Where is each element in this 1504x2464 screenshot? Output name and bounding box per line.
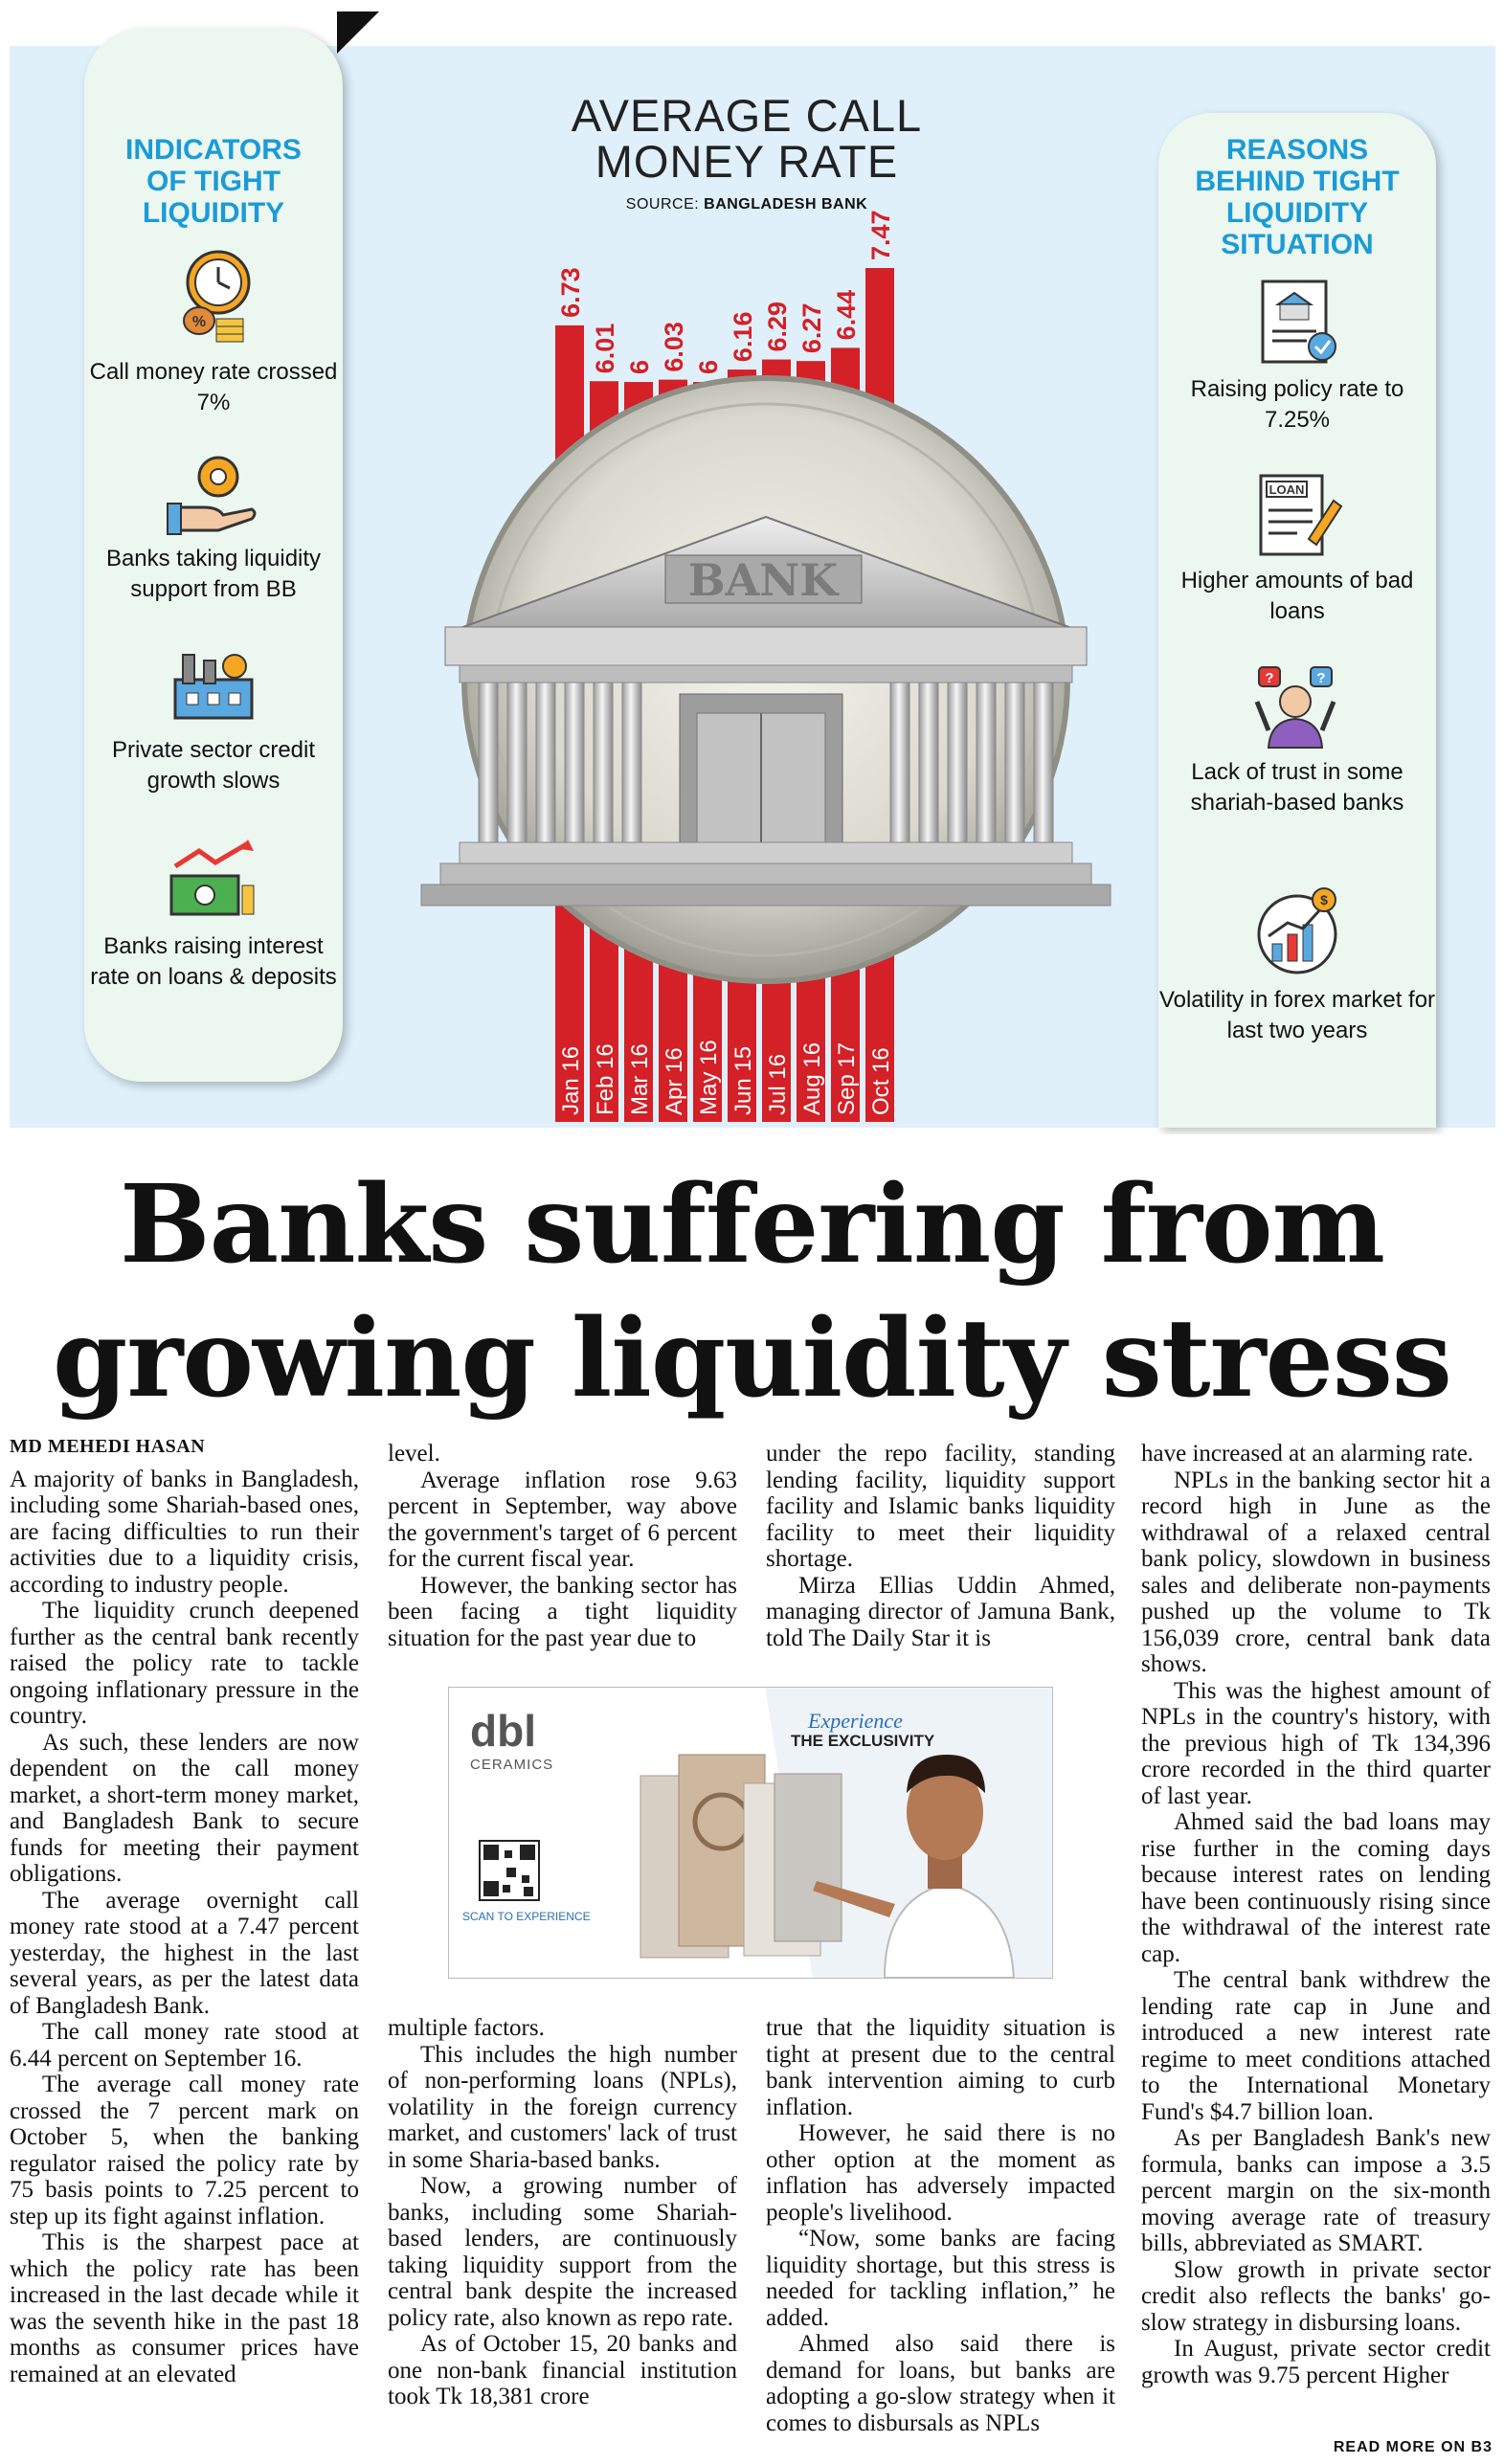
building-column [890,683,909,842]
building-column [919,683,938,842]
building-column [479,683,498,842]
right-panel-title [1158,134,1436,260]
paragraph: Now, a growing number of banks, including some Shariah-based lenders, are continuously taking liquidity support from the central bank despite the increased policy rate, also known as repo rate. [388,2173,737,2331]
bar-value-label: 7.47 [866,210,895,260]
paragraph: However, the banking sector has been facing a tight liquidity situation for the past year due to [388,1572,737,1651]
infographic [0,0,1504,1134]
left-indicator-panel [84,29,343,1082]
svg-text:?: ? [1316,670,1326,686]
left-panel-title-line: OF TIGHT [146,166,281,197]
bar-value-label: 6 [625,359,654,375]
paragraph: However, he said there is no other option at the moment as inflation has adversely impacted people's livelihood. [766,2120,1115,2226]
bank-sign: BANK [687,554,839,606]
paragraph: This is the sharpest pace at which the policy rate has been increased in the last decade while it was the seventh hike in the past 18 months as consumer prices have remained at an elevated [10,2229,359,2387]
paragraph: NPLs in the banking sector hit a record high in June as the withdrawal of a relaxed central bank policy, slowdown in business sales and deliberate non-payments pushed up the volume to Tk 156,039 crore, central bank data shows. [1141,1467,1491,1677]
clock-coins-icon [170,244,257,349]
category-label: Feb 16 [593,1043,618,1115]
svg-text:%: % [191,314,207,330]
paragraph: Average inflation rose 9.63 percent in September, way above the government's target of 6 percent for the current fiscal year. [388,1467,737,1572]
building-column [948,683,967,842]
left-panel-item-text: Private sector credit growth slows [111,737,316,794]
article-column-1 [10,1434,359,2387]
paragraph: A majority of banks in Bangladesh, including some Shariah-based ones, are facing difficulties to run their activities due to a liquidity crisis, according to industry people. [10,1466,359,1598]
ad-tagline-1: Experience [808,1709,903,1733]
building-column [976,683,996,842]
left-panel-item-text: Banks raising interest rate on loans & deposits [90,933,337,990]
left-panel-item [84,244,343,418]
paragraph: level. [388,1441,440,1467]
loan-document-icon [1249,472,1345,558]
building-column [1005,683,1024,842]
bank-document-icon [1249,276,1345,367]
article-column-4 [1141,1441,1491,2388]
paragraph: Ahmed also said there is demand for loans, but banks are adopting a go-slow strategy when it comes to disbursals as NPLs [766,2331,1115,2436]
building-column [565,683,584,842]
paragraph: In August, private sector credit growth was 9.75 percent Higher [1141,2336,1491,2388]
category-label: May 16 [696,1040,722,1115]
bar-value-label: 6.16 [729,311,757,363]
ad-brand-logo: dbl [470,1706,536,1756]
headline-line: growing liquidity stress [53,1296,1451,1422]
svg-text:?: ? [1265,670,1274,686]
paragraph: under the repo facility, standing lending facility, liquidity support facility and Islamic banks liquidity facility to meet their liquidity shortage. [766,1441,1115,1572]
category-label: Sep 17 [834,1042,860,1115]
confused-person-icon [1249,663,1345,750]
paragraph: Slow growth in private sector credit also reflects the banks' go-slow strategy in disbursing loans. [1141,2256,1491,2336]
ad-qr-caption: SCAN TO EXPERIENCE [462,1910,591,1923]
left-panel-item [84,838,343,993]
paragraph: The liquidity crunch deepened further as the central bank recently raised the policy rate to tackle ongoing inflationary pressure in the country. [10,1598,359,1729]
bar-value-label: 6.29 [763,301,792,352]
category-label: Jan 16 [558,1045,584,1115]
left-panel-item-text: Banks taking liquidity support from BB [105,546,322,602]
byline: MD MEHEDI HASAN [10,1436,206,1457]
article-column-2-bottom [388,2015,737,2410]
right-panel-item [1158,472,1436,627]
tile-image [774,1774,842,1941]
chart-title [536,90,957,187]
paragraph: The call money rate stood at 6.44 percent on September 16. [10,2019,359,2072]
chart-source [574,196,919,213]
right-panel-title-line: LIQUIDITY [1225,197,1369,229]
category-label: Jul 16 [765,1053,791,1115]
ad-brand-sub: CERAMICS [470,1757,554,1773]
hand-gear-icon [166,450,261,536]
factory-icon [166,641,261,728]
building-column [594,683,613,842]
paragraph: The central bank withdrew the lending rate cap in June and introduced a new interest rate regime to meet conditions attached to the International Monetary Fund's $4.7 billion loan. [1141,1967,1491,2125]
right-panel-item [1158,663,1436,818]
paragraph: As per Bangladesh Bank's new formula, banks can impose a 3.5 percent margin on the six-month moving average rate of treasury bills, abbreviated as SMART. [1141,2125,1491,2256]
category-label: Jun 15 [730,1045,756,1115]
category-label: Mar 16 [627,1043,653,1115]
chart-source-label: SOURCE: [625,196,700,213]
bar-value-label: 6.27 [797,302,826,354]
headline [0,1158,1504,1426]
left-panel-title-line: LIQUIDITY [142,197,285,229]
category-label: Oct 16 [868,1047,894,1115]
right-panel-item-text: Higher amounts of bad loans [1180,568,1414,624]
left-panel-item [84,641,343,796]
read-more-link[interactable]: READ MORE ON B3 [1333,2439,1493,2455]
bar-value-label: 6.73 [556,267,585,318]
forex-chart-icon [1249,886,1345,977]
bar-value-label: 6.44 [832,289,861,341]
paragraph: Ahmed said the bad loans may rise further in the coming days because interest rates on lending have been continuously rising since the withdrawal of the interest rate cap. [1141,1809,1491,1967]
ad-tagline-2: THE EXCLUSIVITY [791,1732,935,1750]
svg-text:LOAN: LOAN [1268,482,1305,497]
chart-source-name: BANGLADESH BANK [704,196,868,213]
paragraph: Mirza Ellias Uddin Ahmed, managing director of Jamuna Bank, told The Daily Star it is [766,1572,1115,1651]
paragraph: The average overnight call money rate stood at a 7.47 percent yesterday, the highest in the last several years, as per the latest data of Bangladesh Bank. [10,1887,359,2019]
right-panel-item [1158,276,1436,436]
ad-artwork [449,1688,1052,1978]
right-panel-title-line: REASONS [1225,134,1369,166]
advertisement[interactable] [448,1687,1053,1979]
building-column [536,683,555,842]
paragraph: As such, these lenders are now dependent on the call money market, a short-term money market, and Bangladesh Bank to secure funds for meeting their payment obligations. [10,1729,359,1887]
right-panel-title-line: BEHIND TIGHT [1195,166,1400,197]
building-column [1034,683,1053,842]
right-panel-item-text: Raising policy rate to 7.25% [1190,376,1404,433]
article-column-2-top [388,1441,737,1651]
bar-value-label: 6 [694,359,723,375]
right-panel-title-line: SITUATION [1221,229,1374,260]
category-label: Apr 16 [662,1047,687,1115]
qr-code [480,1841,539,1900]
right-panel-item-text: Volatility in forex market for last two years [1158,987,1436,1043]
paragraph: As of October 15, 20 banks and one non-bank financial institution took Tk 18,381 crore [388,2331,737,2409]
paragraph: This includes the high number of non-performing loans (NPLs), volatility in the foreign currency market, and customers' lack of trust in some Sharia-based banks. [388,2041,737,2173]
building-column [622,683,641,842]
paragraph: multiple factors. [388,2015,545,2041]
right-panel-item-text: Lack of trust in some shariah-based banks [1190,759,1404,816]
left-panel-title-line: INDICATORS [125,134,302,166]
paragraph: The average call money rate crossed the 7 percent mark on October 5, when the banking regulator raised the policy rate by 75 basis points to 7.25 percent to step up its fight against inflation. [10,2072,359,2229]
paragraph: true that the liquidity situation is tight at present due to the central bank intervention aiming to curb inflation. [766,2015,1115,2120]
svg-text:$: $ [1320,892,1328,907]
left-panel-title [84,134,343,229]
building-column [507,683,527,842]
left-panel-item [84,450,343,605]
right-panel-item [1158,886,1436,1046]
money-growth-icon [166,838,261,924]
bar-value-label: 6.01 [591,323,619,374]
left-panel-item-text: Call money rate crossed 7% [89,359,338,415]
headline-line: Banks suffering from [119,1162,1385,1288]
paragraph: “Now, some banks are facing liquidity shortage, but this stress is needed for tackling inflation,” he added. [766,2226,1115,2331]
paragraph: This was the highest amount of NPLs in the country's history, with the previous high of Tk 134,396 crore recorded in the third quarter of last year. [1141,1677,1491,1809]
article-column-3-top [766,1441,1115,1651]
paragraph: have increased at an alarming rate. [1141,1441,1474,1467]
bar-value-label: 6.03 [660,322,688,372]
article-column-3-bottom [766,2015,1115,2436]
category-label: Aug 16 [799,1042,825,1115]
right-reasons-panel [1158,113,1436,1128]
chart-title-text: AVERAGE CALL MONEY RATE [571,90,923,187]
